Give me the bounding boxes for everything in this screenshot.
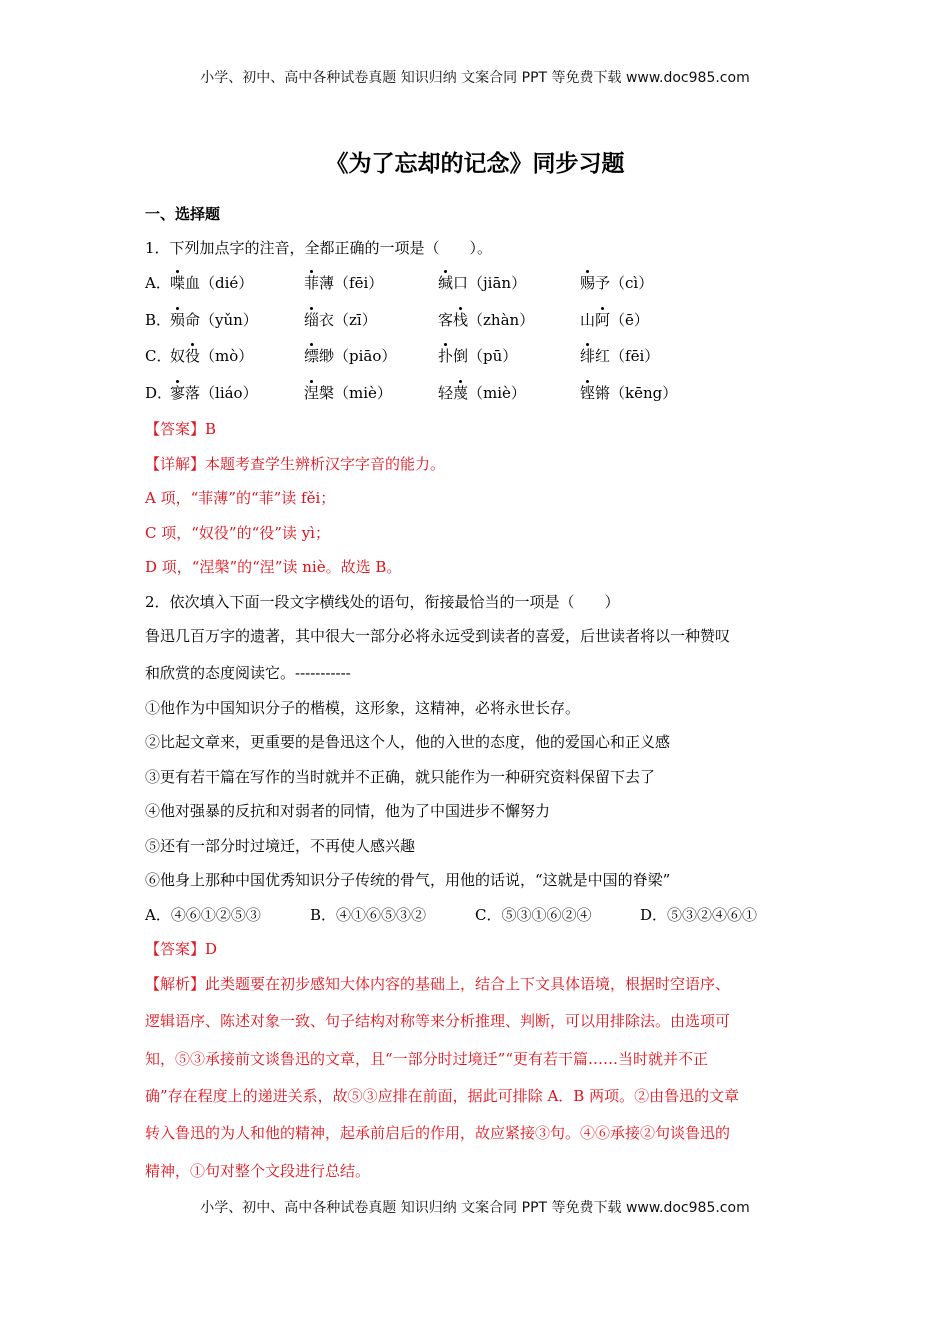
q1-option-label: C． — [145, 347, 172, 365]
q2-analysis-line: 【解析】此类题要在初步感知大体内容的基础上，结合上下文具体语境，根据时空语序、 — [145, 975, 731, 993]
q2-answer: 【答案】D — [145, 940, 218, 958]
dotted-character: 栈 — [453, 311, 469, 329]
dotted-character: 缥 — [304, 347, 320, 365]
q2-sentence: ③更有若干篇在写作的当时就并不正确，就只能作为一种研究资料保留下去了 — [145, 768, 656, 786]
q2-stem: 2．依次填入下面一段文字横线处的语句，衔接最恰当的一项是（ ） — [145, 593, 620, 611]
dotted-character: 涅 — [304, 384, 320, 402]
word-part: （zhàn） — [468, 311, 535, 329]
q1-option-word — [170, 309, 258, 330]
word-part: （mò） — [200, 347, 254, 365]
q1-option-word — [580, 382, 677, 403]
q1-option-word — [304, 272, 383, 293]
dotted-character: 殒 — [170, 311, 186, 329]
dotted-character: 赐 — [580, 274, 596, 292]
dotted-character: 扑 — [438, 347, 454, 365]
q2-analysis-line: 转入鲁迅的为人和他的精神，起承前启后的作用，故应紧接③句。④⑥承接②句谈鲁迅的 — [145, 1124, 731, 1142]
q2-analysis-line: 精神，①句对整个文段进行总结。 — [145, 1162, 371, 1180]
word-part: 口（jiān） — [453, 274, 527, 292]
q2-option-a: A．④⑥①②⑤③ — [145, 906, 261, 924]
page-footer: 小学、初中、高中各种试卷真题 知识归纳 文案合同 PPT 等免费下载 www.doc985.com — [200, 1200, 750, 1216]
q1-analysis-line: A 项，“菲薄”的“菲”读 fěi； — [145, 489, 336, 507]
q2-option-c: C．⑤③①⑥②④ — [475, 906, 592, 924]
q2-passage-line: 鲁迅几百万字的遗著，其中很大一部分必将永远受到读者的喜爱，后世读者将以一种赞叹 — [145, 627, 731, 645]
word-part: 命（yǔn） — [185, 311, 258, 329]
q1-option-word — [438, 309, 534, 330]
q1-stem: 1．下列加点字的注音，全都正确的一项是（ ）。 — [145, 239, 493, 257]
word-part: 奴 — [170, 347, 186, 365]
q1-option-word — [580, 345, 659, 366]
word-part: 红（fēi） — [595, 347, 660, 365]
word-part: 衣（zī） — [319, 311, 377, 329]
dotted-character: 役 — [185, 347, 201, 365]
q2-sentence: ①他作为中国知识分子的楷模，这形象，这精神，必将永世长存。 — [145, 699, 581, 717]
q1-answer: 【答案】B — [145, 420, 217, 438]
dotted-character: 铿 — [580, 384, 596, 402]
dotted-character: 喋 — [170, 274, 186, 292]
page-title: 《为了忘却的记念》同步习题 — [325, 150, 625, 177]
word-part: 锵（kēng） — [595, 384, 678, 402]
dotted-character: 阿 — [595, 311, 611, 329]
q1-analysis-line: C 项，“奴役”的“役”读 yì； — [145, 524, 330, 542]
word-part: 山 — [580, 311, 596, 329]
q2-option-b: B．④①⑥⑤③② — [310, 906, 427, 924]
q1-option-word — [304, 382, 392, 403]
q1-option-word — [438, 272, 526, 293]
q2-sentence: ②比起文章来，更重要的是鲁迅这个人，他的入世的态度，他的爱国心和正义感 — [145, 733, 671, 751]
section-heading: 一、选择题 — [145, 205, 221, 223]
q1-option-word — [304, 309, 377, 330]
q1-option-label: A． — [145, 274, 171, 292]
word-part: 落（liáo） — [185, 384, 258, 402]
q2-analysis-line: 知，⑤③承接前文谈鲁迅的文章，且“一部分时过境迁”“更有若干篇……当时就并不正 — [145, 1050, 709, 1068]
q1-option-word — [438, 345, 517, 366]
q1-option-label: B． — [145, 311, 172, 329]
q1-analysis-line: D 项，“涅槃”的“涅”读 niè。故选 B。 — [145, 558, 402, 576]
q2-analysis-line: 逻辑语序、陈述对象一致、句子结构对称等来分析推理、判断，可以用排除法。由选项可 — [145, 1012, 731, 1030]
q2-sentence: ④他对强暴的反抗和对弱者的同情，他为了中国进步不懈努力 — [145, 802, 551, 820]
dotted-character: 缄 — [438, 274, 454, 292]
word-part: 槃（miè） — [319, 384, 392, 402]
q1-option-word — [304, 345, 396, 366]
word-part: 轻 — [438, 384, 454, 402]
q1-option-word — [170, 382, 258, 403]
word-part: 予（cì） — [595, 274, 654, 292]
q1-option-word — [580, 309, 649, 330]
dotted-character: 寥 — [170, 384, 186, 402]
word-part: 客 — [438, 311, 454, 329]
dotted-character: 菲 — [304, 274, 320, 292]
q1-option-label: D． — [145, 384, 173, 402]
word-part: （ē） — [610, 311, 649, 329]
word-part: （miè） — [468, 384, 526, 402]
dotted-character: 缁 — [304, 311, 320, 329]
q1-analysis-line: 【详解】本题考查学生辨析汉字字音的能力。 — [145, 455, 446, 473]
q1-option-word — [580, 272, 653, 293]
word-part: 缈（piāo） — [319, 347, 397, 365]
q1-option-word — [170, 272, 253, 293]
word-part: 血（dié） — [185, 274, 254, 292]
q1-option-word — [438, 382, 526, 403]
word-part: 薄（fēi） — [319, 274, 384, 292]
q2-analysis-line: 确”存在程度上的递进关系，故⑤③应排在前面，据此可排除 A．B 两项。②由鲁迅的文章 — [145, 1087, 740, 1105]
dotted-character: 绯 — [580, 347, 596, 365]
q1-option-word — [170, 345, 253, 366]
page-header: 小学、初中、高中各种试卷真题 知识归纳 文案合同 PPT 等免费下载 www.doc985.com — [200, 70, 750, 86]
q2-sentence: ⑥他身上那种中国优秀知识分子传统的骨气，用他的话说，“这就是中国的脊梁” — [145, 871, 671, 889]
word-part: 倒（pū） — [453, 347, 518, 365]
q2-sentence: ⑤还有一部分时过境迁，不再使人感兴趣 — [145, 837, 416, 855]
q2-passage-line: 和欣赏的态度阅读它。----------- — [145, 664, 351, 682]
q2-option-d: D．⑤③②④⑥① — [640, 906, 758, 924]
dotted-character: 蔑 — [453, 384, 469, 402]
